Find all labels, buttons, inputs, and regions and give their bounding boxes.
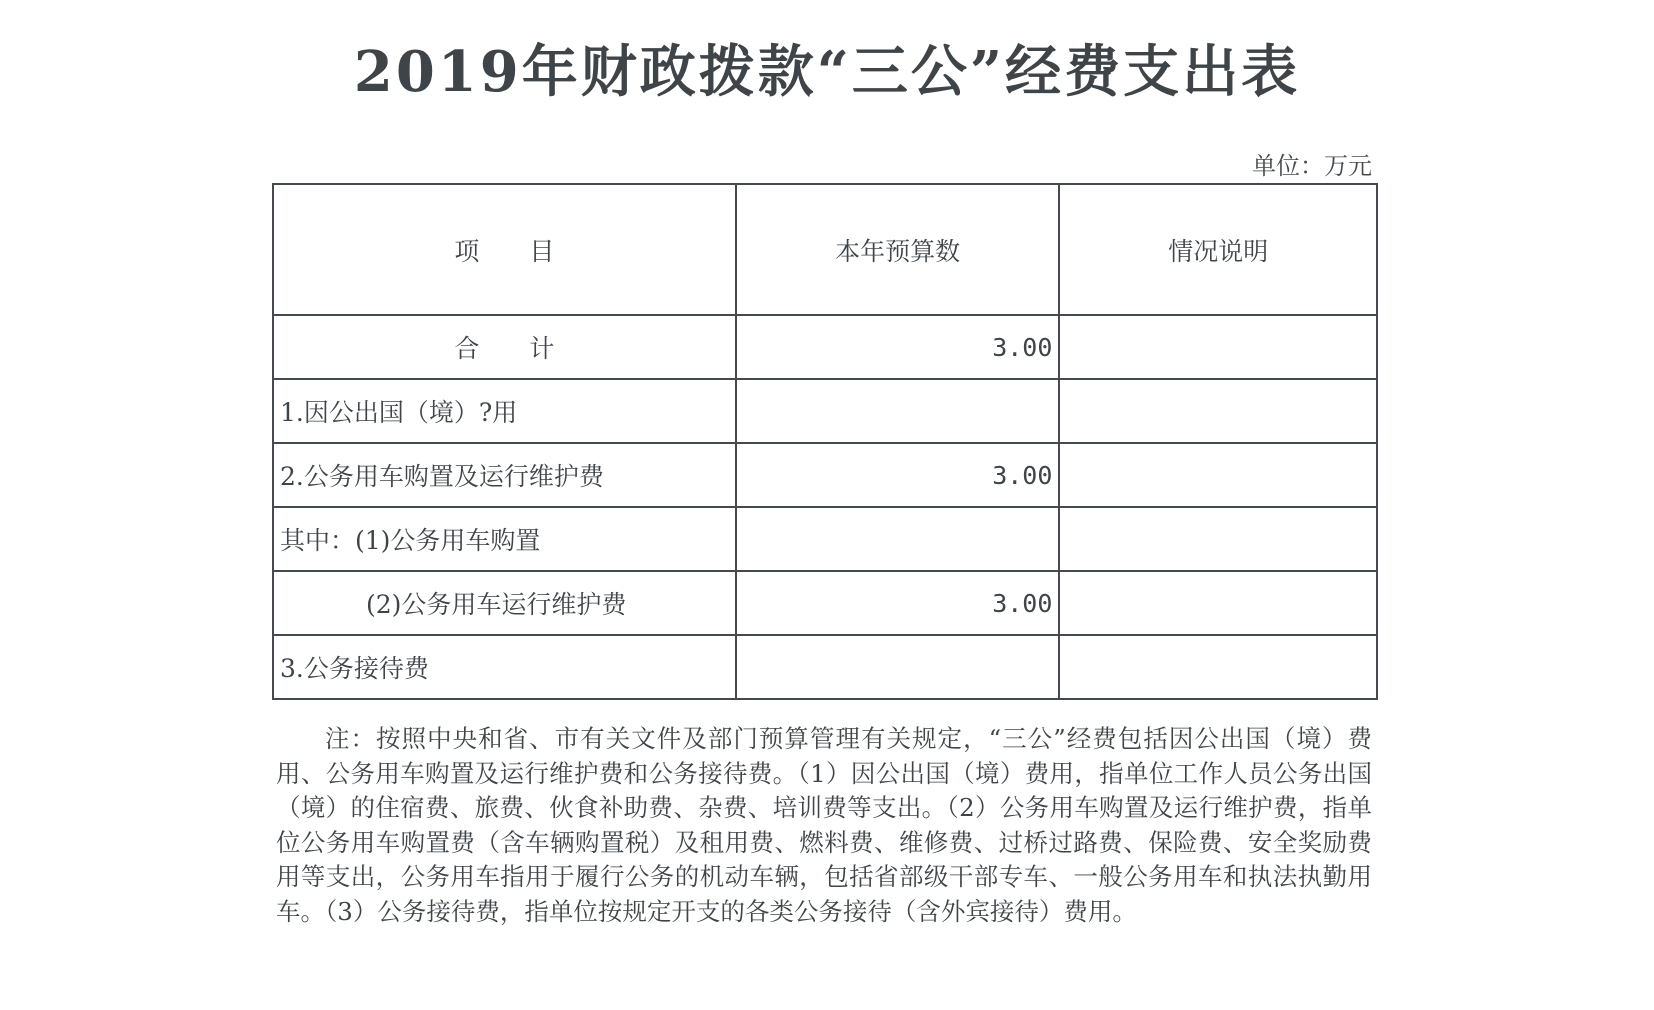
row-item: 2.公务用车购置及运行维护费 (273, 443, 736, 507)
row-amount (736, 379, 1060, 443)
unit-label: 单位：万元 (1252, 152, 1372, 180)
table-row (273, 635, 1377, 699)
row-amount (736, 635, 1060, 699)
expense-table (272, 183, 1378, 700)
table-row (273, 507, 1377, 571)
page-title: 2019年财政拨款“三公”经费支出表 (353, 39, 1301, 105)
row-item: 合 计 (273, 315, 736, 379)
row-item: 1.因公出国（境）?用 (273, 379, 736, 443)
table-row-total (273, 315, 1377, 379)
row-amount: 3.00 (736, 443, 1060, 507)
row-note (1059, 379, 1377, 443)
header-note: 情况说明 (1059, 184, 1377, 315)
row-amount: 3.00 (736, 315, 1060, 379)
table-row (273, 571, 1377, 635)
row-note (1059, 635, 1377, 699)
row-note (1059, 571, 1377, 635)
header-budget: 本年预算数 (736, 184, 1060, 315)
row-item: (2)公务用车运行维护费 (273, 571, 736, 635)
table-row (273, 379, 1377, 443)
row-note (1059, 315, 1377, 379)
row-note (1059, 507, 1377, 571)
footnote: 注：按照中央和省、市有关文件及部门预算管理有关规定，“三公”经费包括因公出国（境）费用、公务用车购置及运行维护费和公务接待费。（1）因公出国（境）费用，指单位工作人员公务出国（境）的住宿费、旅费、伙食补助费、杂费、培训费等支出。（2）公务用车购置及运行维护费，指单位公务用车购置费（含车辆购置税）及租用费、燃料费、维修费、过桥过路费、保险费、安全奖励费用等支出，公务用车指用于履行公务的机动车辆，包括省部级干部专车、一般公务用车和执法执勤用车。（3）公务接待费，指单位按规定开支的各类公务接待（含外宾接待）费用。 (276, 724, 1372, 926)
row-item: 3.公务接待费 (273, 635, 736, 699)
table-header-row (273, 184, 1377, 315)
header-item: 项 目 (273, 184, 736, 315)
row-amount (736, 507, 1060, 571)
row-amount: 3.00 (736, 571, 1060, 635)
table-row (273, 443, 1377, 507)
row-note (1059, 443, 1377, 507)
row-item: 其中：(1)公务用车购置 (273, 507, 736, 571)
